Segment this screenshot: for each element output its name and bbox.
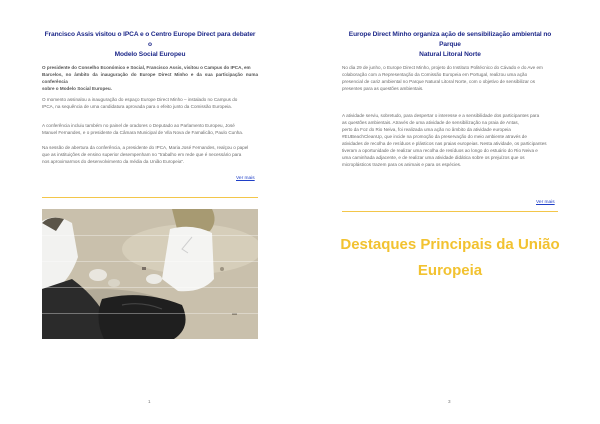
paragraph-line: colaboração com a Representação da Comissão Europeia em Portugal, realizou uma ação	[342, 72, 528, 77]
paragraph-line: #EUBeachCleanUp, que incide na promoção da preservação do meio ambiente através de	[342, 134, 527, 139]
article-paragraph	[42, 122, 258, 136]
article-lead	[42, 64, 258, 92]
paragraph-line: Na sessão de abertura da conferência, a presidente do IPCA, Maria José Fernandes, realçou o papel	[42, 145, 249, 150]
paragraph-line: tiveram a oportunidade de realizar uma recolha de resíduos ao longo do estuário do Rio Neiva e	[342, 148, 538, 153]
article-paragraph	[42, 96, 258, 110]
paragraph-line: IPCA, na sequência de uma candidatura aprovada para o efeito junto da Comissão Europeia.	[42, 104, 232, 109]
photo-illustration	[42, 209, 258, 339]
paragraph-line: que as instituições de ensino superior desempenham no "trabalho em rede que é necessário para	[42, 152, 242, 157]
article-paragraph	[42, 144, 258, 165]
paragraph-line: uma caminhada adjacente, e de realizar uma atividade didática sobre os prejuízos que os	[342, 155, 525, 160]
heading-line: Destaques Principais da União	[340, 236, 560, 253]
lead-line: O presidente do Conselho Económico e Social, Francisco Assis, visitou o Campus do IPCA, em	[42, 65, 251, 70]
article-title	[42, 30, 258, 60]
ver-mais-link[interactable]: Ver mais	[536, 200, 555, 205]
photo-stripe	[42, 261, 258, 262]
paragraph-line: Manuel Fernandes, e o presidente da Câmara Municipal de Vila Nova de Famalicão, Paulo Cunha.	[42, 130, 244, 135]
article-paragraph	[342, 112, 558, 168]
paragraph-line: O momento assinalou a inauguração do espaço Europe Direct Minho – instalado no Campus do	[42, 97, 238, 102]
paragraph-line: perto da Foz do Rio Neiva, foi realizada uma ação no âmbito da atividade europeia	[342, 127, 511, 132]
article-title	[342, 30, 558, 60]
highlights-heading	[310, 232, 590, 284]
paragraph-line: A conferência incluiu também no painel de oradores o Deputado ao Parlamento Europeu, José	[42, 123, 235, 128]
heading-line: Europeia	[417, 262, 483, 279]
paragraph-line: presencial de cariz ambiental no Parque Natural Litoral Norte, com o objetivo de sensibilizar os	[342, 79, 536, 84]
paragraph-line: presentes para as questões ambientais.	[342, 86, 424, 91]
page-number: 1	[148, 399, 151, 404]
paragraph-line: A atividade serviu, sobretudo, para despertar o interesse e a sensibilidade dos participantes para	[342, 113, 540, 118]
photo-stripe	[42, 235, 258, 236]
lead-line: sobre o Modelo Social Europeu.	[42, 86, 112, 91]
title-line: Francisco Assis visitou o IPCA e o Centro Europe Direct para debater o	[44, 31, 256, 48]
lead-line: Barcelos, no âmbito da inauguração do Europe Direct Minho e da sua participação numa conferência	[42, 72, 258, 84]
right-page	[300, 0, 600, 424]
title-line: Modelo Social Europeu	[114, 51, 186, 58]
divider	[342, 211, 558, 212]
paragraph-line: No dia 29 de junho, o Europe Direct Minho, projeto do Instituto Politécnico do Cávado e do Ave em	[342, 65, 543, 70]
photo-stripe	[42, 313, 258, 314]
photo-stripe	[42, 287, 258, 288]
ver-mais-link[interactable]: Ver mais	[236, 176, 255, 181]
beach-cleanup-photo	[42, 209, 258, 339]
title-line: Europe Direct Minho organiza ação de sensibilização ambiental no Parque	[348, 31, 552, 48]
title-line: Natural Litoral Norte	[419, 51, 481, 58]
divider	[42, 197, 258, 198]
paragraph-line: atividades de recolha de resíduos e plásticos nas praias europeias. Nesta atividade, os participantes	[342, 141, 547, 146]
paragraph-line: nos aproximarmos do desenvolvimento da média da União Europeia".	[42, 159, 185, 164]
article-paragraph	[342, 64, 558, 92]
page-number: 3	[448, 399, 451, 404]
paragraph-line: microplásticos trazem para os animais e para os espécies.	[342, 162, 462, 167]
paragraph-line: as questões ambientais. Através de uma atividade de sensibilização na praia de Antas,	[342, 120, 519, 125]
